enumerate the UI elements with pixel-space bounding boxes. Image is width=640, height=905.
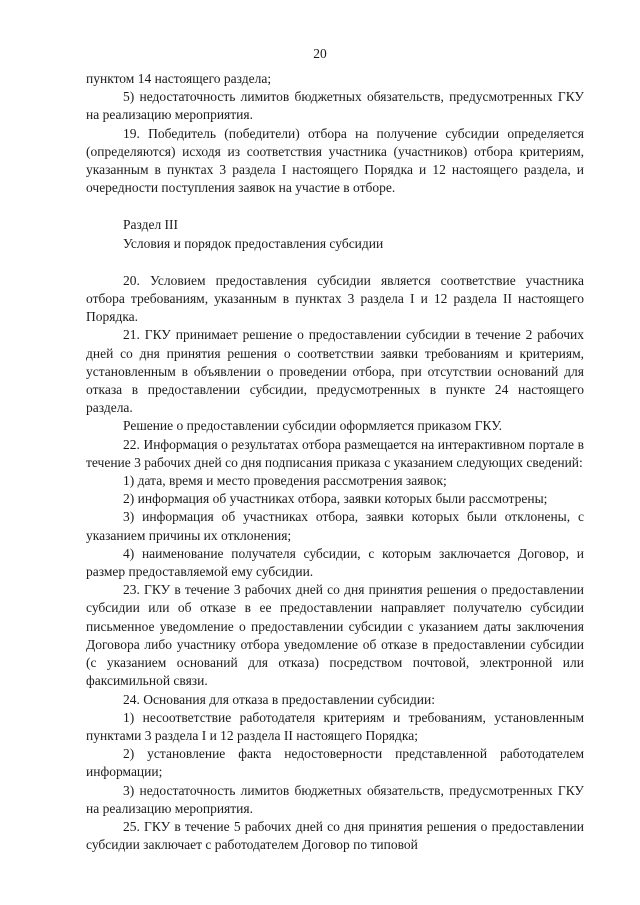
list-item: 3) информация об участниках отбора, заявки которых были отклонены, с указанием причины их отклонения; (86, 509, 584, 543)
paragraph: 24. Основания для отказа в предоставлении субсидии: (123, 691, 435, 707)
list-item: 2) установление факта недостоверности представленной работодателем информации; (86, 746, 584, 780)
list-item: 1) дата, время и место проведения рассмотрения заявок; (123, 473, 447, 489)
paragraph: пунктом 14 настоящего раздела; (86, 71, 272, 86)
paragraph: 19. Победитель (победители) отбора на получение субсидии определяется (определяются) исходя из соответствия участника (участников) отбора критериям, указанным в пунктах 3 раздела I настоящего Порядка и 12 настоящего раздела, и очередности поступления заявок на участие в отборе. (86, 125, 584, 196)
document-body (86, 70, 584, 854)
paragraph: 22. Информация о результатах отбора размещается на интерактивном портале в течение 3 рабочих дней со дня подписания приказа с указанием следующих сведений: (86, 436, 584, 470)
paragraph: 25. ГКУ в течение 5 рабочих дней со дня принятия решения о предоставлении субсидии заключает с работодателем Договор по типовой (86, 818, 584, 853)
page-number: 20 (313, 46, 327, 61)
list-item: 4) наименование получателя субсидии, с которым заключается Договор, и размер предоставляемой ему субсидии. (86, 545, 584, 580)
paragraph: 5) недостаточность лимитов бюджетных обязательств, предусмотренных ГКУ на реализацию мероприятия. (86, 89, 584, 123)
paragraph: Решение о предоставлении субсидии оформляется приказом ГКУ. (123, 418, 502, 434)
paragraph: 23. ГКУ в течение 3 рабочих дней со дня принятия решения о предоставлении субсидии или об отказе в ее предоставлении направляет получателю субсидии письменное уведомление о предоставлении субсидии с указанием даты заключения Договора либо участнику отбора уведомление об отказе в предоставлении субсидии (с указанием оснований для отказа) посредством почтовой, электронной или факсимильной связи. (86, 582, 584, 689)
section-title: Условия и порядок предоставления субсидии (123, 235, 384, 251)
paragraph: 21. ГКУ принимает решение о предоставлении субсидии в течение 2 рабочих дней со дня принятия решения о соответствии заявки требованиям и критериям, установленным в объявлении о проведении отбора, при отсутствии оснований для отказа в предоставлении субсидии, предусмотренных в пункте 24 настоящего раздела. (86, 327, 584, 416)
list-item: 3) недостаточность лимитов бюджетных обязательств, предусмотренных ГКУ на реализацию мероприятия. (86, 782, 584, 816)
list-item: 2) информация об участниках отбора, заявки которых были рассмотрены; (123, 491, 548, 507)
list-item: 1) несоответствие работодателя критериям и требованиям, установленным пунктами 3 раздела I и 12 раздела II настоящего Порядка; (86, 709, 584, 743)
paragraph: 20. Условием предоставления субсидии является соответствие участника отбора требованиям, указанным в пунктах 3 раздела I и 12 раздела II настоящего Порядка. (86, 272, 584, 325)
section-number: Раздел III (123, 217, 179, 233)
